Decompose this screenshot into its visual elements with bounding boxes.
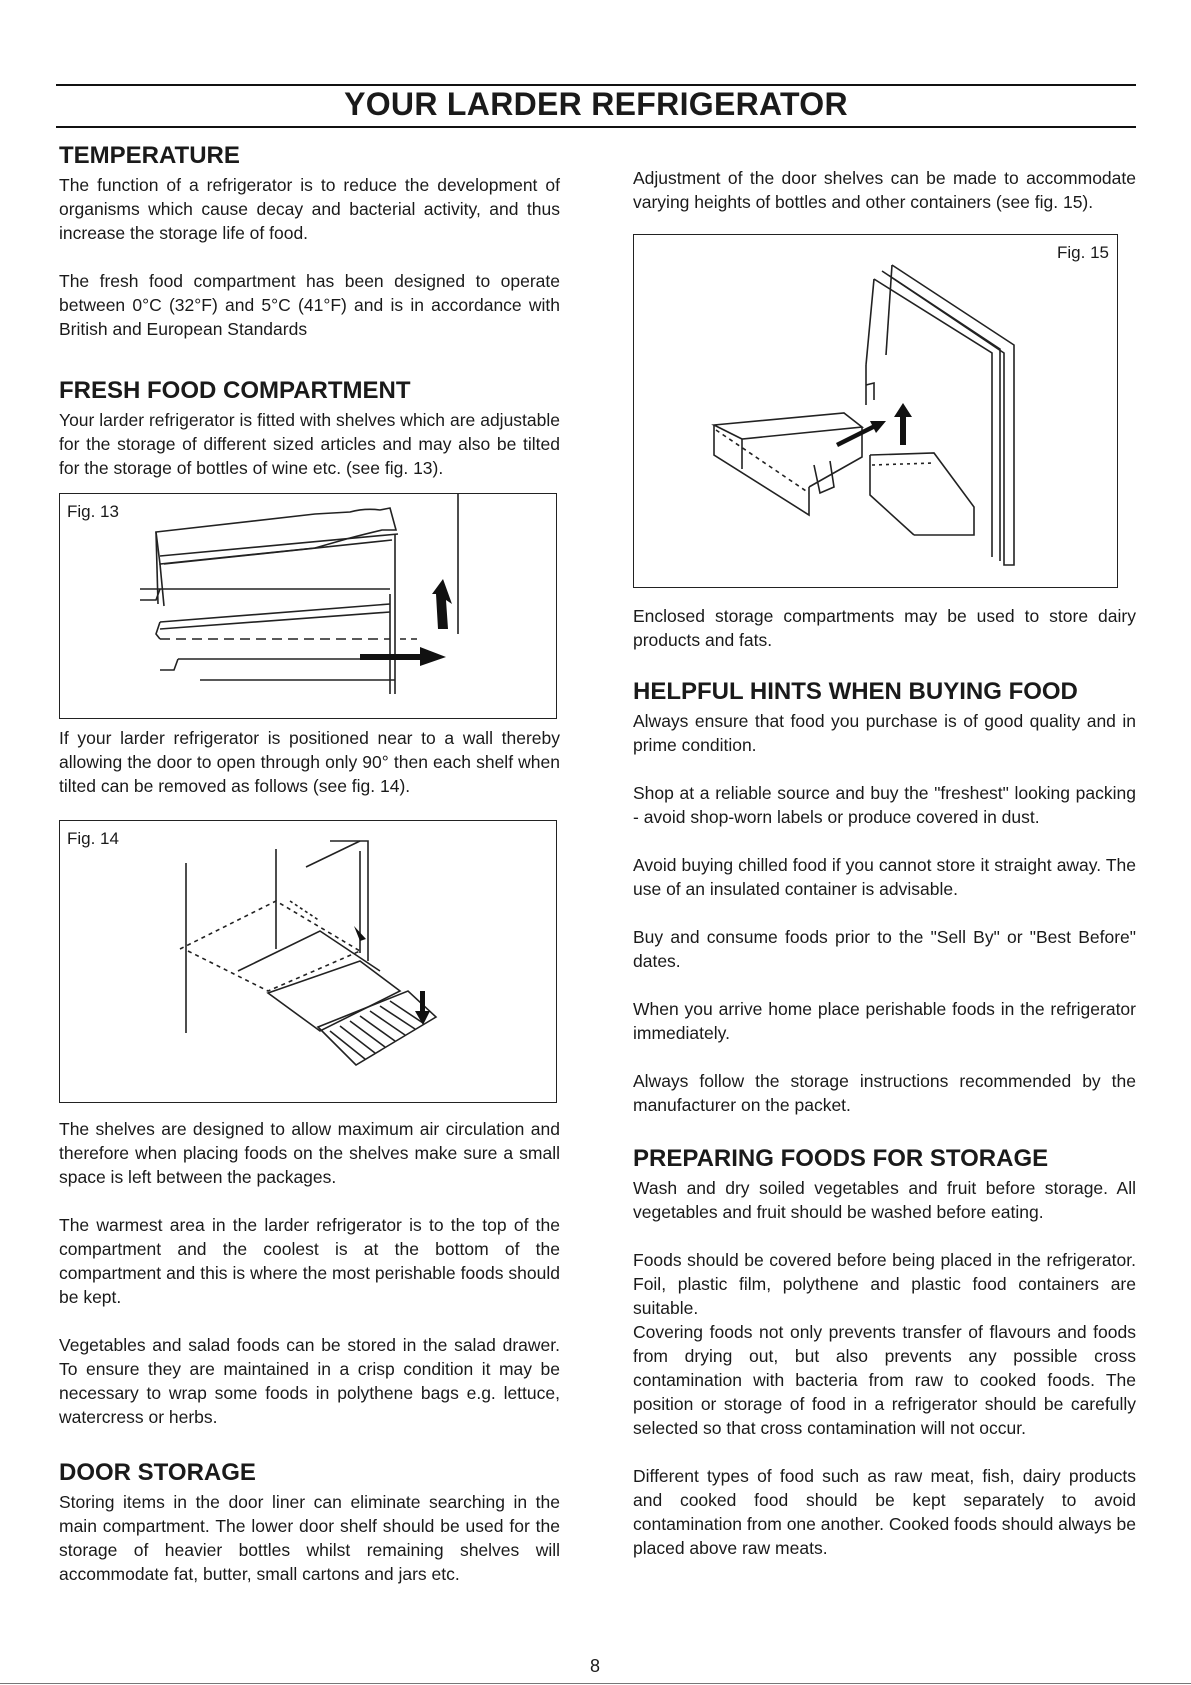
figure-13 [59, 493, 557, 719]
page-number: 8 [590, 1656, 601, 1676]
heading-helpful-hints: HELPFUL HINTS WHEN BUYING FOOD [633, 678, 1078, 705]
enclosed-storage-paragraph: Enclosed storage compartments may be used to store dairy products and fats. [633, 606, 1136, 650]
door-storage-paragraph-1: Storing items in the door liner can eliminate searching in the main compartment. The lower door shelf should be used for the storage of heavier bottles whilst remaining shelves will accommodate fat, butter, small cartons and jars etc. [59, 1492, 560, 1584]
header-bottom-rule [56, 126, 1136, 128]
door-shelf-adjustment-paragraph: Adjustment of the door shelves can be made to accommodate varying heights of bottles and other containers (see fig. 15). [633, 168, 1136, 212]
figure-14 [59, 820, 557, 1103]
hints-paragraph-2: Shop at a reliable source and buy the "freshest" looking packing - avoid shop-worn labels or produce covered in dust. [633, 783, 1136, 827]
figure-13-label: Fig. 13 [67, 502, 119, 521]
fresh-food-paragraph-4: The warmest area in the larder refrigerator is to the top of the compartment and the coolest is at the bottom of the compartment and this is where the most perishable foods should be kept. [59, 1215, 560, 1307]
fresh-food-paragraph-5: Vegetables and salad foods can be stored in the salad drawer. To ensure they are maintained in a crisp condition it may be necessary to wrap some foods in polythene bags e.g. lettuce, watercress or herbs. [59, 1335, 560, 1427]
preparing-paragraph-2: Foods should be covered before being placed in the refrigerator. Foil, plastic film, polythene and plastic food containers are suitable. [633, 1250, 1136, 1318]
figure-15 [633, 234, 1118, 588]
hints-paragraph-3: Avoid buying chilled food if you cannot store it straight away. The use of an insulated container is advisable. [633, 855, 1136, 899]
fresh-food-paragraph-2: If your larder refrigerator is positioned near to a wall thereby allowing the door to open through only 90° then each shelf when tilted can be removed as follows (see fig. 14). [59, 728, 560, 796]
hints-paragraph-4: Buy and consume foods prior to the "Sell By" or "Best Before" dates. [633, 927, 1136, 971]
page-title: YOUR LARDER REFRIGERATOR [344, 86, 848, 122]
right-column [633, 166, 1136, 1560]
heading-preparing-foods: PREPARING FOODS FOR STORAGE [633, 1145, 1049, 1172]
heading-temperature: TEMPERATURE [59, 142, 240, 169]
figure-15-label: Fig. 15 [1057, 243, 1109, 262]
temperature-paragraph-1: The function of a refrigerator is to reduce the development of organisms which cause decay and bacterial activity, and thus increase the storage life of food. [59, 175, 560, 243]
hints-paragraph-6: Always follow the storage instructions recommended by the manufacturer on the packet. [633, 1071, 1136, 1115]
shelf-removal-illustration [60, 821, 558, 1104]
heading-fresh-food: FRESH FOOD COMPARTMENT [59, 377, 411, 404]
preparing-paragraph-3: Covering foods not only prevents transfer of flavours and foods from drying out, but also prevents any possible cross contamination with bacteria from raw to cooked foods. The position or storage of food in a refrigerator should be carefully selected so that cross contamination will not occur. [633, 1322, 1136, 1438]
fresh-food-paragraph-3: The shelves are designed to allow maximum air circulation and therefore when placing foods on the shelves make sure a small space is left between the packages. [59, 1119, 560, 1187]
page-bottom-edge [0, 1683, 1191, 1684]
fresh-food-paragraph-1: Your larder refrigerator is fitted with shelves which are adjustable for the storage of different sized articles and may also be tilted for the storage of bottles of wine etc. (see fig. 13). [59, 410, 560, 478]
left-column [59, 142, 560, 1586]
shelf-tilt-illustration [60, 494, 558, 720]
hints-paragraph-5: When you arrive home place perishable foods in the refrigerator immediately. [633, 999, 1136, 1043]
door-shelf-illustration [634, 235, 1119, 589]
temperature-paragraph-2: The fresh food compartment has been designed to operate between 0°C (32°F) and 5°C (41°F) and is in accordance with British and European Standards [59, 271, 560, 339]
preparing-paragraph-4: Different types of food such as raw meat, fish, dairy products and cooked food should be kept separately to avoid contamination from one another. Cooked foods should always be placed above raw meats. [633, 1466, 1136, 1558]
hints-paragraph-1: Always ensure that food you purchase is of good quality and in prime condition. [633, 711, 1136, 755]
heading-door-storage: DOOR STORAGE [59, 1459, 256, 1486]
figure-14-label: Fig. 14 [67, 829, 119, 848]
preparing-paragraph-1: Wash and dry soiled vegetables and fruit before storage. All vegetables and fruit should be washed before eating. [633, 1178, 1136, 1222]
